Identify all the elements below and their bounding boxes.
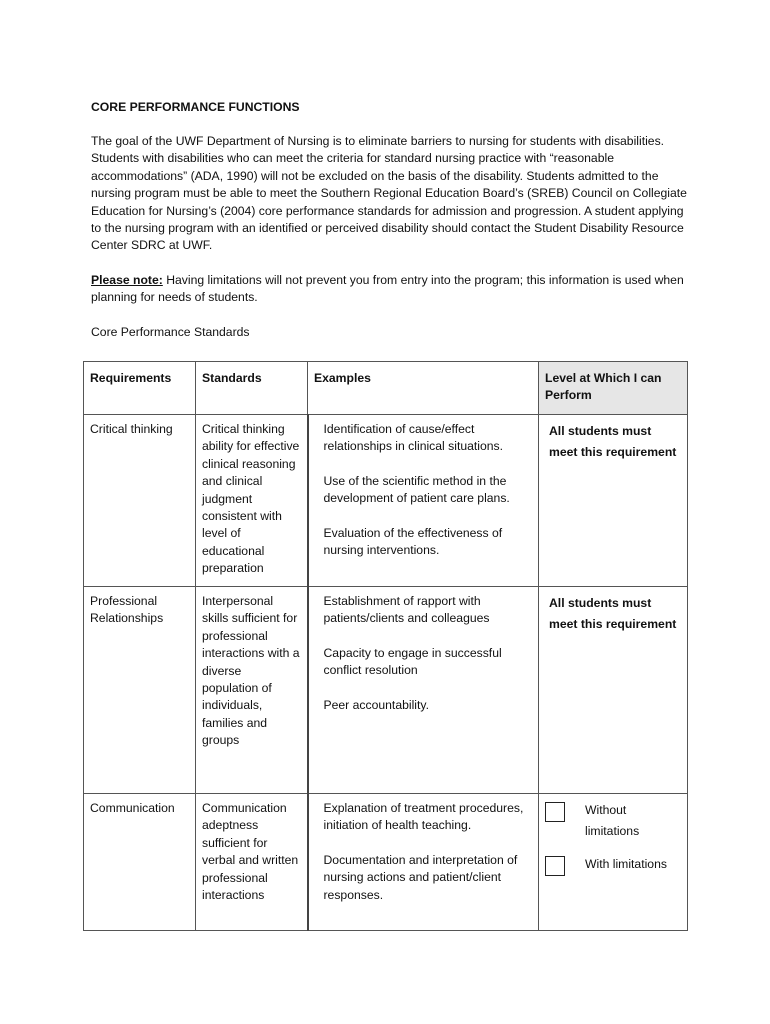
requirement-cell: Communication [84,794,196,931]
header-examples: Examples [308,362,539,415]
intro-paragraph: The goal of the UWF Department of Nursing is to eliminate barriers to nursing for students with disabilities. Students with disabilities who can meet the criteria for standard nursing practice with “reasonable accommodations” (ADA, 1990) will not be excluded on the basis of the disability. Students admitted to the nursing program must be able to meet the Southern Regional Education Board’s (SREB) Council on Collegiate Education for Nursing’s (2004) core performance standards for admission and progression. A student applying to the nursing program with an identified or perceived disability should contact the Student Disability Resource Center SDRC at UWF. [91,134,687,253]
note-label: Please note: [91,272,163,287]
level-requirement-text: All students must meet this requirement [549,424,677,459]
example-item: Documentation and interpretation of nursing actions and patient/client responses. [323,852,518,902]
option-without-limitations[interactable] [545,800,681,842]
table-row [84,794,688,931]
requirement-cell: Critical thinking [84,415,196,587]
option-with-limitations[interactable] [545,854,681,876]
level-requirement-text: All students must meet this requirement [549,596,677,631]
examples-cell [308,587,539,794]
note-text: Having limitations will not prevent you from entry into the program; this information is used when planning for needs of students. [91,272,684,305]
example-item: Identification of cause/effect relationships in clinical situations. [323,422,504,454]
standard-cell: Interpersonal skills sufficient for professional interactions with a diverse population of individuals, families and groups [196,587,308,794]
table-header-row [84,362,688,415]
level-cell [539,587,688,794]
examples-cell [308,794,539,931]
page-title: CORE PERFORMANCE FUNCTIONS [91,100,300,114]
with-limitations-label: With limitations [585,857,667,871]
note-paragraph [91,272,691,307]
example-item: Capacity to engage in successful conflict resolution [323,645,502,678]
header-standards: Standards [196,362,308,415]
level-cell [539,415,688,587]
document-body [91,99,691,341]
without-limitations-checkbox[interactable] [545,802,565,822]
example-item: Peer accountability. [323,697,429,712]
example-item: Use of the scientific method in the development of patient care plans. [323,473,510,506]
without-limitations-label: Without limitations [585,803,640,838]
table-row [84,415,688,587]
standard-cell: Communication adeptness sufficient for verbal and written professional interactions [196,794,308,931]
header-level: Level at Which I can Perform [539,362,688,415]
table-row [84,587,688,794]
standard-cell: Critical thinking ability for effective clinical reasoning and clinical judgment consistent with level of educational preparation [196,415,308,587]
example-item: Evaluation of the effectiveness of nursing interventions. [323,525,503,558]
header-requirements: Requirements [84,362,196,415]
requirement-cell: Professional Relationships [84,587,196,794]
example-item: Explanation of treatment procedures, initiation of health teaching. [323,801,524,833]
example-item: Establishment of rapport with patients/clients and colleagues [323,594,490,626]
examples-cell [308,415,539,587]
table-caption: Core Performance Standards [91,324,250,339]
level-cell [539,794,688,931]
core-performance-table [83,361,688,931]
with-limitations-checkbox[interactable] [545,856,565,876]
